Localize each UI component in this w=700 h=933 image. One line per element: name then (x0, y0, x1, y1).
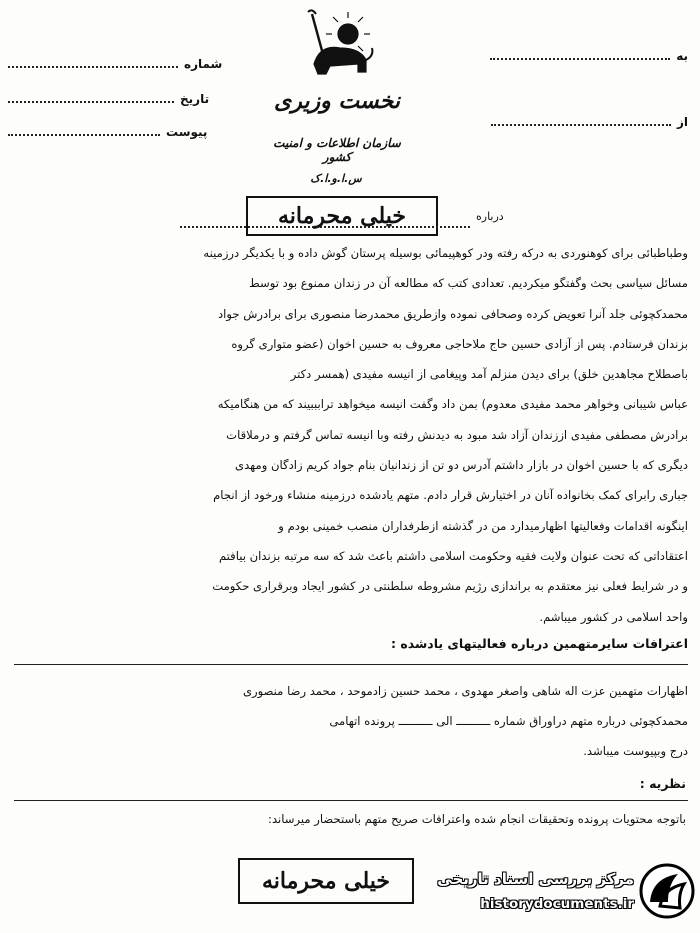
watermark-org-name: مرکز بررسی اسناد تاریخی (437, 870, 634, 888)
body-line: عباس شیبانی وخواهر محمد مفیدی معدوم) بمن داد وگفت انیسه میخواهد ترابببیند که من هنگامیکه (217, 397, 688, 412)
attachment-dots (8, 124, 160, 136)
conclusion-heading: نظریه : (639, 776, 686, 791)
org-title: نخست وزیری (274, 88, 400, 114)
subject-label: درباره (476, 210, 504, 223)
section-divider (14, 664, 688, 665)
section-heading: اعترافات سایرمتهمین درباره فعالیتهای یادشده : (391, 636, 688, 651)
body-line: برادرش مصطفی مفیدی اززندان آزاد شد مبود به دیدنش رفته وبا انیسه تماس گرفتم و درملاقات (226, 427, 688, 442)
body-line: مسائل سیاسی بحث وگفتگو میکردیم. تعدادی کتب که مطالعه آن در زندان ممنوع بود توسط (249, 276, 688, 291)
attachment-label: پیوست (166, 125, 208, 139)
date-dots (8, 91, 174, 103)
body-line: واحد اسلامی در کشور میباشم. (539, 609, 688, 624)
from-field (491, 114, 688, 129)
watermark-website: historydocuments.ir (480, 896, 634, 912)
classification-stamp-top: خیلی محرمانه (246, 196, 438, 236)
body-line: وطباطبائی برای کوهنوردی به درکه رفته ودر کوهپیمائی بوسیله پرستان گوش داده و با یکدیگر درزمینه (203, 246, 688, 260)
body-line: اینگونه اقدامات وفعالیتها اظهارمیدارد من در گذشته ازطرفداران منصب خمینی بودم و (278, 518, 688, 533)
body-line: باصطلاح مجاهدین خلق) برای دیدن منزلم آمد وپیغامی از انیسه مفیدی (همسر دکتر (290, 367, 688, 382)
from-dots (491, 114, 671, 126)
final-line: باتوجه محتویات پرونده وتحقیقات انجام شده واعترافات صریح متهم باستحضار میرساند: (268, 812, 686, 826)
number-field (8, 56, 222, 71)
body-line: بزندان فرستادم. پس از آزادی حسین حاج ملاحاجی معروف به حسین اخوان (عضو متواری گروه (231, 336, 688, 351)
body-line: اعتقاداتی که تحت عنوان ولایت فقیه وحکومت اسلامی داشتم باعث شد که سه مرتبه بزندان بیافتم (218, 548, 688, 563)
attachment-field (8, 124, 207, 139)
lion-and-sun-emblem-icon (300, 8, 380, 80)
to-field (490, 48, 688, 63)
body-line: محمدکچوئی جلد آنرا تعویض کرده وصحافی نموده وازطریق محمدرضا منصوری برای برادرش جواد (218, 306, 688, 321)
body-text (12, 238, 688, 632)
body-line: و در شرایط فعلی نیز معتقدم به براندازی رژیم مشروطه سلطنتی در کشور ایجاد وبرقراری حکومت (212, 579, 688, 594)
to-label: به (676, 49, 688, 63)
date-label: تاریخ (180, 92, 210, 106)
subject-dots (180, 226, 470, 228)
body-line: جباری رابرای کمک بخانواده آنان در اختیارش قرار دادم. متهم یادشده درزمینه منشاء ورخود از انجام (213, 488, 688, 503)
number-dots (8, 56, 178, 68)
date-field (8, 91, 209, 106)
conclusion-divider (14, 800, 688, 801)
section-line: اظهارات متهمین عزت اله شاهی واصغر مهدوی ، محمد حسین زادموحد ، محمد رضا منصوری (242, 684, 688, 698)
archive-watermark (428, 858, 696, 924)
section-text (12, 676, 688, 766)
section-line: درج وبپیوست میباشد. (583, 744, 688, 758)
classification-stamp-bottom: خیلی محرمانه (238, 858, 414, 904)
org-code: س.ا.و.ا.ک (310, 172, 362, 185)
from-label: از (676, 115, 688, 129)
number-label: شماره (184, 57, 223, 71)
org-subtitle: سازمان اطلاعات و امنیت کشور (273, 136, 401, 164)
body-line: دیگری که با حسین اخوان در بازار داشتم آدرس دو تن از زندانیان بنام جواد کریم زادگان ومهدی (235, 458, 688, 473)
archive-logo-icon (638, 862, 696, 920)
to-dots (490, 48, 670, 60)
section-line: محمدکچوئی درباره متهم دراوراق شماره ــــــــــ الی ــــــــــ پرونده اتهامی (329, 714, 688, 728)
